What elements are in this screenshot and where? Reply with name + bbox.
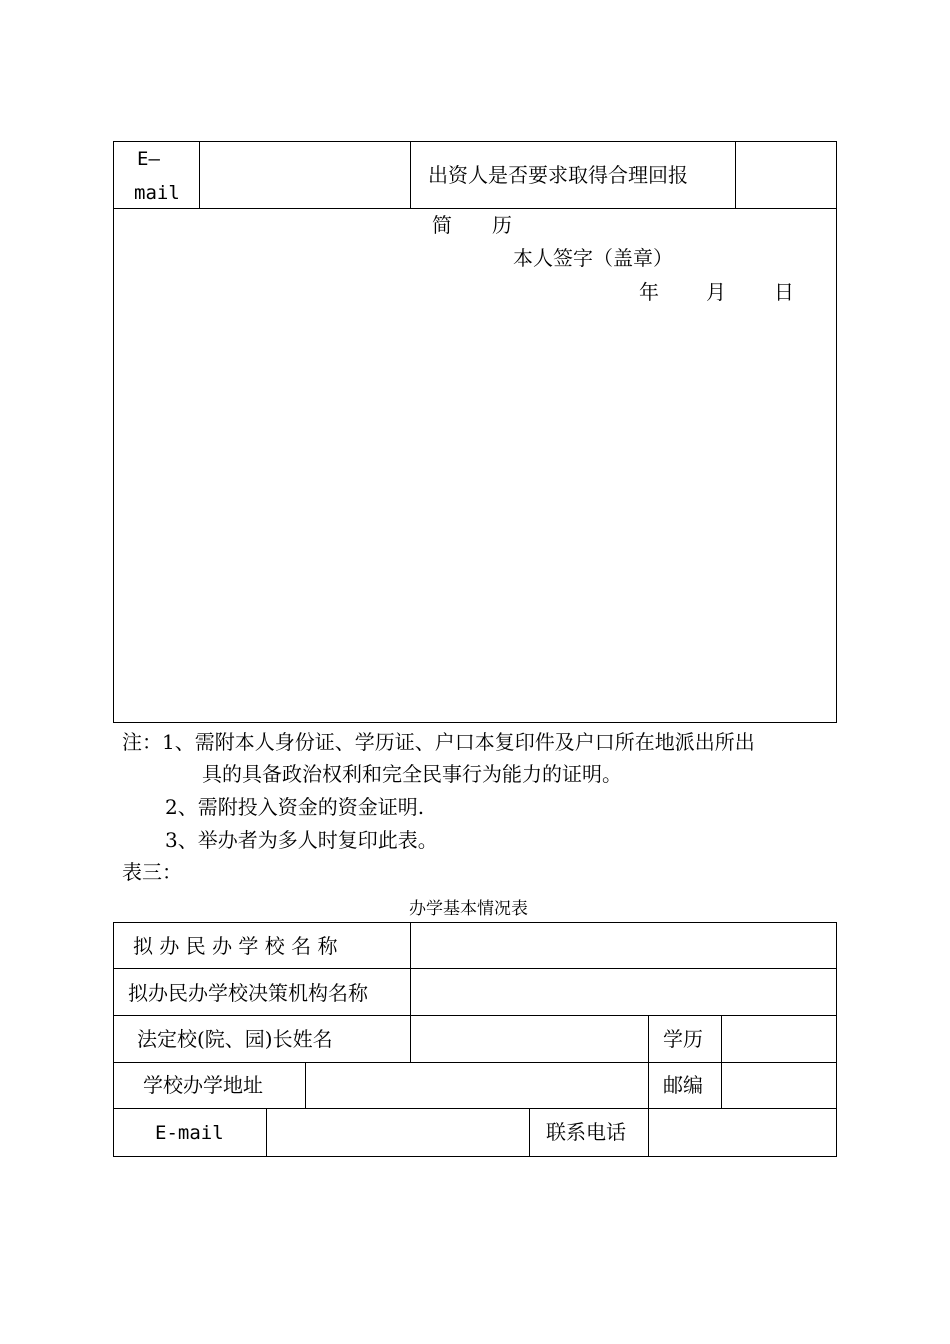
resume-heading: 简 历 bbox=[432, 213, 512, 237]
school-name-label: 拟 办 民 办 学 校 名 称 bbox=[133, 934, 338, 958]
email-label: E— bbox=[137, 148, 160, 170]
email-label: mail bbox=[134, 182, 180, 204]
decision-body-label: 拟办民办学校决策机构名称 bbox=[128, 981, 368, 1005]
table-divider bbox=[529, 1108, 530, 1157]
education-field[interactable] bbox=[722, 1016, 836, 1062]
postcode-field[interactable] bbox=[722, 1063, 836, 1108]
date-day-label: 日 bbox=[774, 280, 794, 304]
signature-label: 本人签字（盖章） bbox=[513, 246, 673, 270]
table-divider bbox=[648, 1015, 649, 1062]
email-field[interactable] bbox=[267, 1109, 529, 1156]
education-label: 学历 bbox=[663, 1027, 703, 1051]
principal-name-label: 法定校(院、园)长姓名 bbox=[137, 1027, 333, 1051]
school-name-field[interactable] bbox=[411, 923, 836, 968]
note-1-continued: 具的具备政治权利和完全民事行为能力的证明。 bbox=[202, 762, 622, 786]
postcode-label: 邮编 bbox=[663, 1073, 703, 1097]
phone-field[interactable] bbox=[649, 1109, 836, 1156]
note-1: 注：1、需附本人身份证、学历证、户口本复印件及户口所在地派出所出 bbox=[122, 730, 755, 754]
return-question-label: 出资人是否要求取得合理回报 bbox=[428, 163, 688, 187]
table-divider bbox=[648, 1062, 649, 1108]
table-divider bbox=[113, 208, 837, 209]
note-3: 3、举办者为多人时复印此表。 bbox=[165, 828, 438, 852]
table-divider bbox=[410, 141, 411, 208]
email-label: E-mail bbox=[155, 1122, 224, 1144]
table-3-title: 办学基本情况表 bbox=[409, 899, 528, 919]
resume-field[interactable] bbox=[114, 310, 836, 722]
phone-label: 联系电话 bbox=[546, 1120, 626, 1144]
decision-body-field[interactable] bbox=[411, 969, 836, 1015]
note-2: 2、需附投入资金的资金证明. bbox=[165, 795, 425, 819]
date-month-label: 月 bbox=[706, 280, 726, 304]
date-year-label: 年 bbox=[639, 280, 659, 304]
address-label: 学校办学地址 bbox=[143, 1073, 263, 1097]
address-field[interactable] bbox=[306, 1063, 648, 1108]
email-field[interactable] bbox=[200, 142, 409, 207]
principal-name-field[interactable] bbox=[411, 1016, 648, 1062]
table-3-label: 表三： bbox=[122, 860, 182, 884]
return-answer-field[interactable] bbox=[736, 142, 836, 207]
